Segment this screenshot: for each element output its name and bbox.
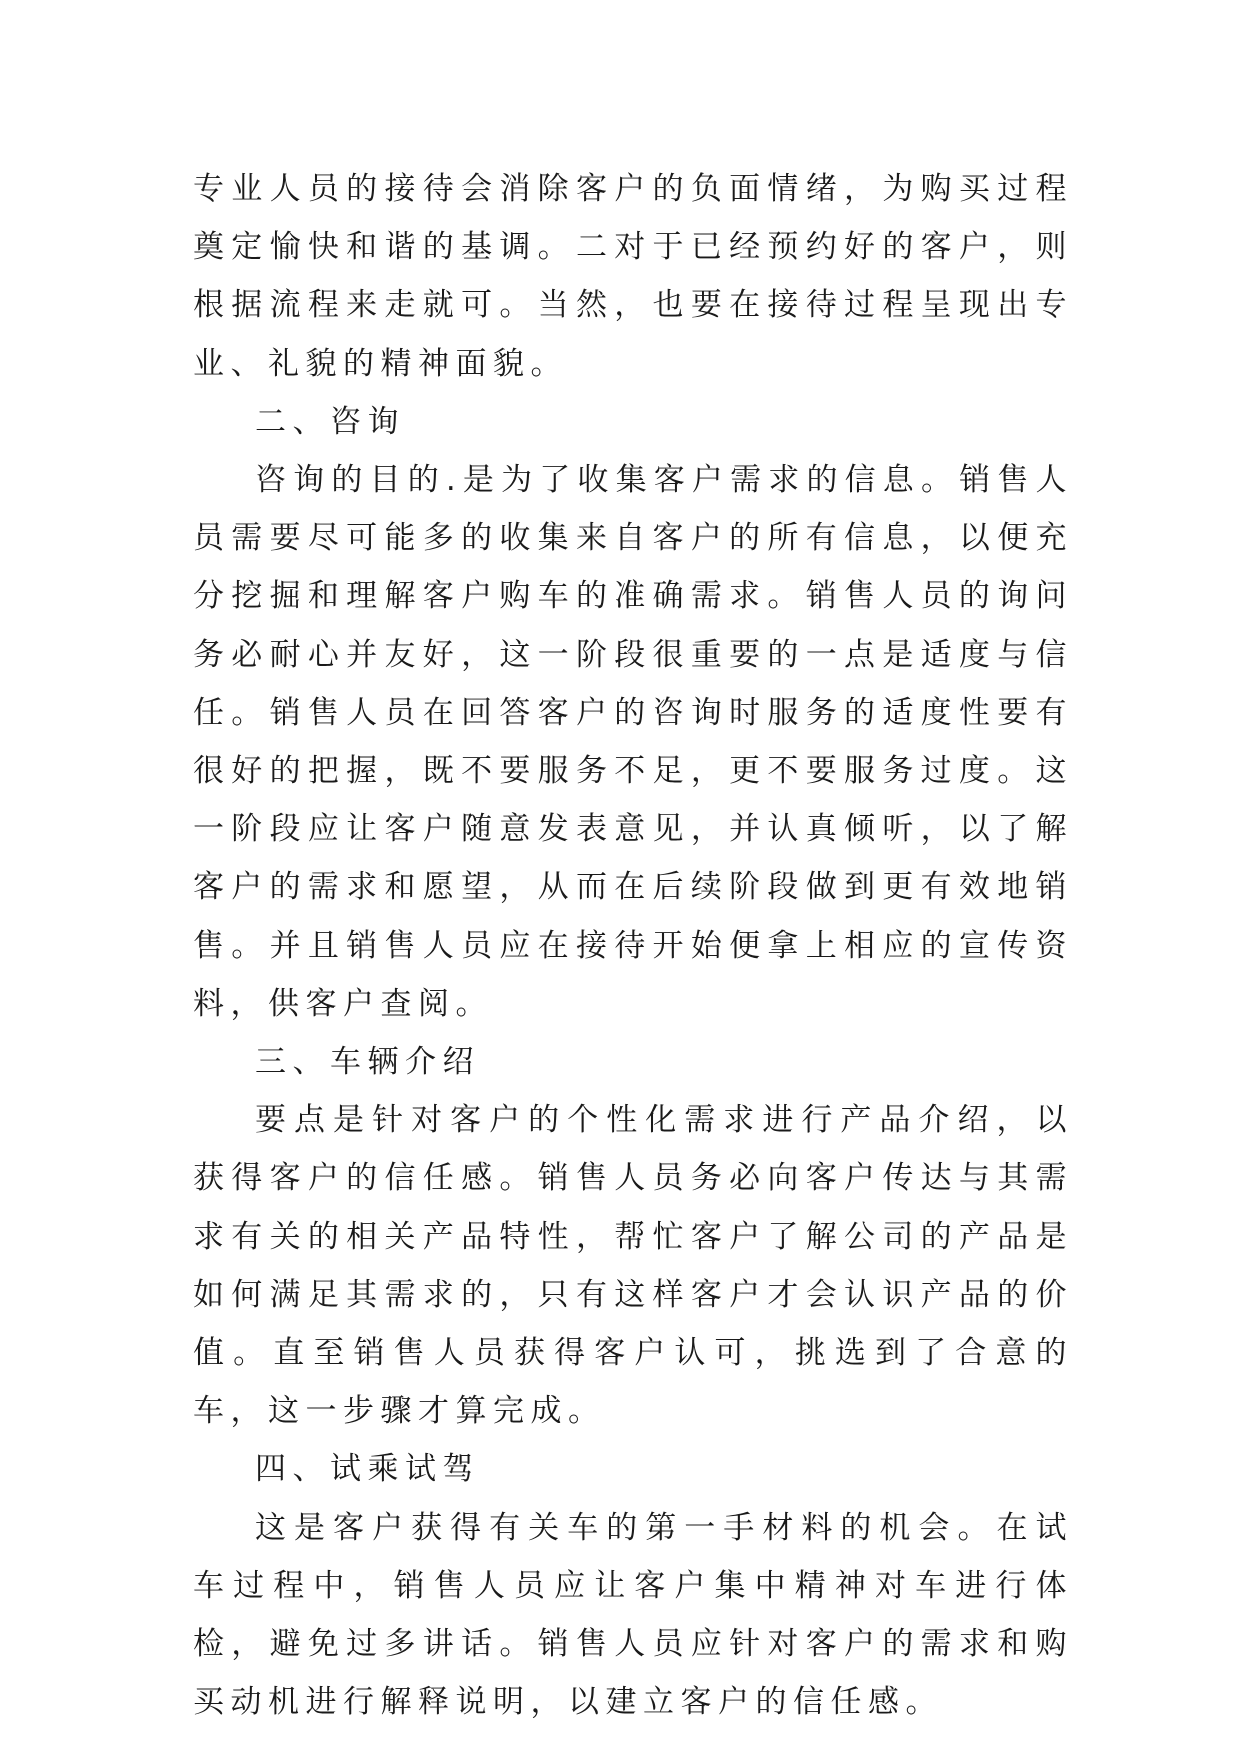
paragraph-reception-continued: 专业人员的接待会消除客户的负面情绪，为购买过程奠定愉快和谐的基调。二对于已经预约好的客户，则根据流程来走就可。当然，也要在接待过程呈现出专业、礼貌的精神面貌。 <box>193 171 1073 382</box>
paragraph-consultation: 咨询的目的.是为了收集客户需求的信息。销售人员需要尽可能多的收集来自客户的所有信息，以便充分挖掘和理解客户购车的准确需求。销售人员的询问务必耐心并友好，这一阶段很重要的一点是适度与信任。销售人员在回答客户的咨询时服务的适度性要有很好的把握，既不要服务不足，更不要服务过度。这一阶段应让客户随意发表意见，并认真倾听，以了解客户的需求和愿望，从而在后续阶段做到更有效地销售。并且销售人员应在接待开始便拿上相应的宣传资料，供客户查阅。 <box>193 462 1073 1022</box>
paragraph-vehicle-introduction: 要点是针对客户的个性化需求进行产品介绍，以获得客户的信任感。销售人员务必向客户传达与其需求有关的相关产品特性，帮忙客户了解公司的产品是如何满足其需求的，只有这样客户才会认识产品的价值。直至销售人员获得客户认可，挑选到了合意的车，这一步骤才算完成。 <box>193 1102 1073 1430</box>
document-page <box>193 160 1073 1731</box>
section-heading-vehicle-introduction: 三、车辆介绍 <box>255 1044 480 1081</box>
section-heading-consultation: 二、咨询 <box>255 403 405 440</box>
paragraph-test-drive: 这是客户获得有关车的第一手材料的机会。在试车过程中，销售人员应让客户集中精神对车进行体检，避免过多讲话。销售人员应针对客户的需求和购买动机进行解释说明，以建立客户的信任感。 <box>193 1509 1073 1721</box>
section-heading-test-drive: 四、试乘试驾 <box>255 1451 480 1488</box>
